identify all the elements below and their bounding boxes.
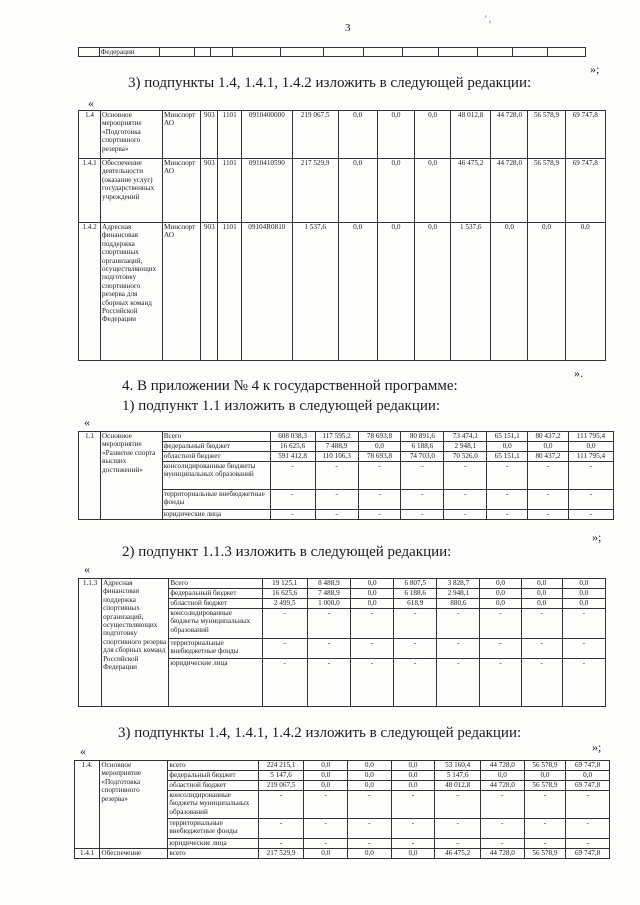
table-cell: Основное мероприятие «Развитие спорта высших достижений»	[100, 432, 162, 520]
table-cell: -	[562, 659, 605, 707]
table-cell: 16 625,6	[270, 442, 315, 452]
table-cell: федеральный бюджет	[168, 771, 258, 781]
table-cell: -	[437, 659, 480, 707]
table-row	[75, 761, 610, 771]
table-cell: Всего	[169, 579, 262, 589]
table-cell: -	[521, 659, 562, 707]
table-cell: -	[521, 609, 562, 639]
table-2	[78, 431, 614, 520]
table-cell: 09104R0810	[241, 223, 292, 361]
table-cell: -	[481, 791, 525, 819]
table-cell: -	[348, 839, 392, 849]
table-cell: -	[358, 462, 401, 490]
table-cell: 0,0	[377, 159, 414, 223]
table-cell: 0,0	[391, 771, 435, 781]
table-cell: -	[348, 819, 392, 839]
table-cell: -	[524, 839, 566, 849]
table-cell: 0,0	[521, 579, 562, 589]
section-2-title: 4. В приложении № 4 к государственной программе:	[122, 378, 458, 394]
table-cell: -	[481, 839, 525, 849]
table-cell: 69 747,8	[565, 111, 605, 159]
table-cell: 0,0	[304, 771, 348, 781]
table-cell: юридические лица	[162, 510, 270, 520]
table-cell	[324, 48, 364, 57]
close-quote-1: »;	[590, 62, 600, 76]
table-cell: федеральный бюджет	[162, 442, 270, 452]
table-cell: Минспорт АО	[162, 159, 200, 223]
table-cell: 69 747,8	[565, 159, 605, 223]
table-cell: 1.4	[79, 111, 101, 159]
table-cell: 0,0	[338, 159, 377, 223]
table-cell: -	[304, 791, 348, 819]
table-cell: 1.4.2	[79, 223, 101, 361]
table-cell: территориальные внебюджетные фонды	[169, 639, 262, 659]
table-cell: -	[524, 819, 566, 839]
table-cell: 0,0	[358, 442, 401, 452]
table-cell: 73 474,1	[444, 432, 487, 442]
table-cell: -	[528, 490, 569, 510]
table-cell: Адресная финансовая поддержка спортивных организаций, осуществляющих подготовку спортивного резерва для сборных команд Российской Федерации	[102, 579, 169, 707]
table-cell: 0,0	[480, 599, 521, 609]
table-cell: 219 067,5	[292, 111, 338, 159]
table-cell: 0,0	[350, 599, 393, 609]
table-cell: 0,0	[491, 223, 528, 361]
table-cell: 0,0	[415, 223, 451, 361]
table-cell: консолидированные бюджеты муниципальных образований	[168, 791, 258, 819]
table-cell: -	[566, 819, 610, 839]
table-cell: 6 188,6	[401, 442, 444, 452]
table-cell: 69 747,8	[566, 761, 610, 771]
table-cell: -	[487, 490, 528, 510]
table-cell: 1.4.1	[75, 849, 100, 859]
table-cell: 219 067,5	[258, 781, 304, 791]
top-fragment-table	[78, 47, 586, 57]
table-cell: 5 147,6	[258, 771, 304, 781]
table-cell: 0,0	[528, 223, 565, 361]
table-cell: 110 106,3	[315, 452, 358, 462]
table-cell: -	[262, 659, 307, 707]
table-cell: -	[391, 791, 435, 819]
table-cell: 8 488,9	[307, 579, 350, 589]
table-cell: 0,0	[377, 111, 414, 159]
table-cell: 80 891,6	[401, 432, 444, 442]
table-cell: -	[307, 609, 350, 639]
table-cell: -	[315, 490, 358, 510]
table-cell: 1.1	[79, 432, 101, 520]
table-cell: 0,0	[350, 589, 393, 599]
open-quote-1: «	[88, 96, 94, 110]
table-cell: 0,0	[562, 579, 605, 589]
table-cell: 0,0	[304, 849, 348, 859]
table-cell: -	[444, 490, 487, 510]
table-cell: Адресная финансовая поддержка спортивных организаций, осуществляющих подготовку спортивного резерва для сборных команд Российской Федерации	[101, 223, 163, 361]
page-number: 3	[345, 22, 351, 34]
table-cell: -	[262, 609, 307, 639]
table-cell: -	[350, 609, 393, 639]
table-cell: 0,0	[304, 761, 348, 771]
table-cell: 0,0	[391, 849, 435, 859]
table-cell: 1101	[218, 111, 242, 159]
table-cell: -	[307, 659, 350, 707]
table-cell: -	[437, 609, 480, 639]
table-cell: -	[524, 791, 566, 819]
section-1-title: 3) подпункты 1.4, 1.4.1, 1.4.2 изложить в следующей редакции:	[128, 75, 532, 91]
table-cell: территориальные внебюджетные фонды	[168, 819, 258, 839]
table-cell: 0,0	[415, 111, 451, 159]
table-row	[79, 432, 614, 442]
table-cell: -	[394, 609, 437, 639]
table-cell: 224 215,1	[258, 761, 304, 771]
table-cell	[159, 48, 194, 57]
open-quote-4: «	[80, 744, 86, 758]
table-cell: 53 160,4	[435, 761, 481, 771]
table-cell: 0,0	[350, 579, 393, 589]
table-cell: 5 147,6	[435, 771, 481, 781]
table-cell: -	[401, 462, 444, 490]
table-cell: областной бюджет	[162, 452, 270, 462]
table-cell: 80 437,2	[528, 452, 569, 462]
table-cell: -	[435, 839, 481, 849]
table-cell: -	[401, 490, 444, 510]
table-cell: -	[480, 639, 521, 659]
table-cell	[477, 48, 512, 57]
table-cell: -	[394, 659, 437, 707]
table-cell: 2 948,1	[437, 589, 480, 599]
table-cell: -	[487, 510, 528, 520]
table-cell: 2 948,1	[444, 442, 487, 452]
table-cell	[402, 48, 439, 57]
table-row	[75, 849, 610, 859]
table-cell: -	[480, 609, 521, 639]
table-cell: всего	[168, 849, 258, 859]
table-cell: 70 526,0	[444, 452, 487, 462]
table-cell: -	[258, 819, 304, 839]
table-cell	[364, 48, 402, 57]
table-cell: -	[391, 839, 435, 849]
table-cell: 3 828,7	[437, 579, 480, 589]
table-cell: -	[562, 639, 605, 659]
section-4-title: 3) подпункты 1.4, 1.4.1, 1.4.2 изложить в следующей редакции:	[118, 725, 522, 741]
table-cell: 19 125,1	[262, 579, 307, 589]
table-cell: 44 728,0	[481, 781, 525, 791]
table-cell: 0910400000	[241, 111, 292, 159]
table-cell: 903	[201, 223, 218, 361]
table-cell: 44 728,0	[481, 761, 525, 771]
table-row	[79, 579, 606, 589]
table-cell: Обеспечение	[100, 849, 168, 859]
table-cell: 56 578,9	[524, 849, 566, 859]
open-quote-2: «	[84, 415, 90, 429]
table-cell: 78 693,8	[358, 432, 401, 442]
table-cell: Основное мероприятие «Подготовка спортивного резерва»	[100, 761, 168, 849]
table-cell: -	[350, 639, 393, 659]
table-cell: 903	[201, 111, 218, 159]
table-cell: 0,0	[348, 761, 392, 771]
table-cell: федеральный бюджет	[169, 589, 262, 599]
table-cell: -	[270, 490, 315, 510]
table-cell: Минспорт АО	[162, 223, 200, 361]
table-cell: 48 012,8	[451, 111, 491, 159]
table-cell: -	[444, 510, 487, 520]
table-cell: -	[350, 659, 393, 707]
table-cell: 1 537,6	[292, 223, 338, 361]
table-cell: 69 747,8	[566, 849, 610, 859]
close-quote-4: »;	[592, 740, 602, 754]
table-cell	[194, 48, 210, 57]
table-cell: 0,0	[348, 771, 392, 781]
table-cell: -	[358, 490, 401, 510]
table-cell: 56 578,9	[528, 111, 565, 159]
table-cell: 903	[201, 159, 218, 223]
table-cell: 0,0	[338, 111, 377, 159]
corner-mark: ' ,	[485, 14, 492, 24]
top-row-label: Федерации	[99, 48, 159, 57]
table-row	[79, 223, 606, 361]
table-cell: 65 151,1	[487, 432, 528, 442]
table-cell: 0,0	[391, 781, 435, 791]
table-cell: -	[258, 839, 304, 849]
table-cell: -	[444, 462, 487, 490]
table-cell: 1 537,6	[451, 223, 491, 361]
table-cell	[512, 48, 547, 57]
table-cell: 111 795,4	[568, 432, 613, 442]
table-cell: 0,0	[377, 223, 414, 361]
table-cell: -	[437, 639, 480, 659]
table-cell: -	[481, 819, 525, 839]
table-cell: 0,0	[304, 781, 348, 791]
table-cell: 0,0	[568, 442, 613, 452]
table-cell: -	[358, 510, 401, 520]
table-cell: -	[568, 510, 613, 520]
table-cell: 46 475,2	[435, 849, 481, 859]
table-cell: 78 693,8	[358, 452, 401, 462]
table-cell: 217 529,9	[258, 849, 304, 859]
table-cell: 1.1.3	[79, 579, 102, 707]
table-cell: 1101	[218, 223, 242, 361]
table-cell: 0,0	[487, 442, 528, 452]
table-cell	[280, 48, 324, 57]
table-row	[79, 159, 606, 223]
table-cell: 880,6	[437, 599, 480, 609]
table-cell: -	[307, 639, 350, 659]
table-cell: 0,0	[480, 579, 521, 589]
table-cell: 1 000,0	[307, 599, 350, 609]
table-cell: 56 578,9	[528, 159, 565, 223]
open-quote-3: «	[84, 562, 90, 576]
table-cell: -	[348, 791, 392, 819]
table-cell: -	[568, 490, 613, 510]
table-cell: 0,0	[566, 771, 610, 781]
table-3	[78, 578, 606, 707]
table-cell: -	[391, 819, 435, 839]
table-cell: -	[315, 510, 358, 520]
table-cell	[79, 48, 100, 57]
table-cell: 618,9	[394, 599, 437, 609]
table-cell: 0,0	[391, 761, 435, 771]
table-cell: 44 728,0	[491, 111, 528, 159]
table-cell: -	[568, 462, 613, 490]
table-cell: -	[487, 462, 528, 490]
table-cell: -	[528, 510, 569, 520]
table-cell: -	[304, 819, 348, 839]
table-cell: 0,0	[348, 849, 392, 859]
table-cell: 7 488,9	[315, 442, 358, 452]
table-cell: территориальные внебюджетные фонды	[162, 490, 270, 510]
section-3-title: 2) подпункт 1.1.3 изложить в следующей редакции:	[122, 544, 452, 560]
table-cell: 69 747,8	[566, 781, 610, 791]
table-cell: Основное мероприятие «Подготовка спортивного резерва»	[101, 111, 163, 159]
table-cell: Обеспечение деятельности (оказание услуг) государственных учреждений	[101, 159, 163, 223]
table-cell: 0,0	[481, 771, 525, 781]
table-cell: 65 151,1	[487, 452, 528, 462]
table-cell: юридические лица	[168, 839, 258, 849]
table-cell: -	[480, 659, 521, 707]
table-cell: -	[521, 639, 562, 659]
table-cell: 56 578,9	[524, 781, 566, 791]
table-cell: 0,0	[521, 599, 562, 609]
table-cell: -	[566, 791, 610, 819]
table-4	[74, 760, 610, 859]
table-cell: 0910410590	[241, 159, 292, 223]
table-cell: 80 437,2	[528, 432, 569, 442]
table-cell: 1101	[218, 159, 242, 223]
table-cell: консолидированные бюджеты муниципальных образований	[162, 462, 270, 490]
table-cell: -	[394, 639, 437, 659]
table-cell: -	[262, 639, 307, 659]
table-cell: 56 578,9	[524, 761, 566, 771]
table-cell: 74 703,0	[401, 452, 444, 462]
table-cell: областной бюджет	[169, 599, 262, 609]
close-quote-2: ».	[574, 366, 583, 380]
table-cell: всего	[168, 761, 258, 771]
table-cell: 0,0	[562, 589, 605, 599]
table-cell: -	[315, 462, 358, 490]
table-cell: 111 795,4	[568, 452, 613, 462]
table-cell: -	[435, 791, 481, 819]
table-cell: 0,0	[524, 771, 566, 781]
table-cell: 2 499,5	[262, 599, 307, 609]
close-quote-3: »;	[592, 530, 602, 544]
table-1	[78, 110, 606, 361]
table-cell: 0,0	[521, 589, 562, 599]
table-cell: -	[258, 791, 304, 819]
table-cell: 0,0	[348, 781, 392, 791]
table-cell: 217 529,9	[292, 159, 338, 223]
table-cell: -	[562, 609, 605, 639]
table-cell: 48 012,8	[435, 781, 481, 791]
table-cell: 44 728,0	[491, 159, 528, 223]
table-cell: областной бюджет	[168, 781, 258, 791]
table-cell: -	[270, 462, 315, 490]
table-cell: -	[270, 510, 315, 520]
table-cell: 0,0	[562, 599, 605, 609]
table-cell: 0,0	[415, 159, 451, 223]
table-cell	[439, 48, 477, 57]
table-cell: 44 728,0	[481, 849, 525, 859]
table-cell: 46 475,2	[451, 159, 491, 223]
table-cell: 0,0	[528, 442, 569, 452]
table-cell: 1.4.	[75, 761, 100, 849]
table-cell: консолидированные бюджеты муниципальных образований	[169, 609, 262, 639]
table-cell: 0,0	[338, 223, 377, 361]
table-cell: -	[435, 819, 481, 839]
table-cell: 7 488,9	[307, 589, 350, 599]
table-cell: 608 038,3	[270, 432, 315, 442]
table-cell: -	[401, 510, 444, 520]
table-cell: 117 595,2	[315, 432, 358, 442]
table-cell: юридические лица	[169, 659, 262, 707]
table-cell: -	[304, 839, 348, 849]
table-cell: 591 412,8	[270, 452, 315, 462]
table-cell: 0,0	[480, 589, 521, 599]
table-cell: -	[528, 462, 569, 490]
table-cell: 1.4.1	[79, 159, 101, 223]
table-cell	[547, 48, 585, 57]
table-cell: -	[566, 839, 610, 849]
table-cell: Минспорт АО	[162, 111, 200, 159]
table-cell	[210, 48, 232, 57]
table-cell: 6 188,6	[394, 589, 437, 599]
table-cell: 16 625,6	[262, 589, 307, 599]
section-2-subtitle: 1) подпункт 1.1 изложить в следующей редакции:	[122, 398, 441, 414]
table-cell: 6 807,5	[394, 579, 437, 589]
table-cell: Всего	[162, 432, 270, 442]
table-cell	[233, 48, 280, 57]
table-row	[79, 111, 606, 159]
table-cell: 0,0	[565, 223, 605, 361]
